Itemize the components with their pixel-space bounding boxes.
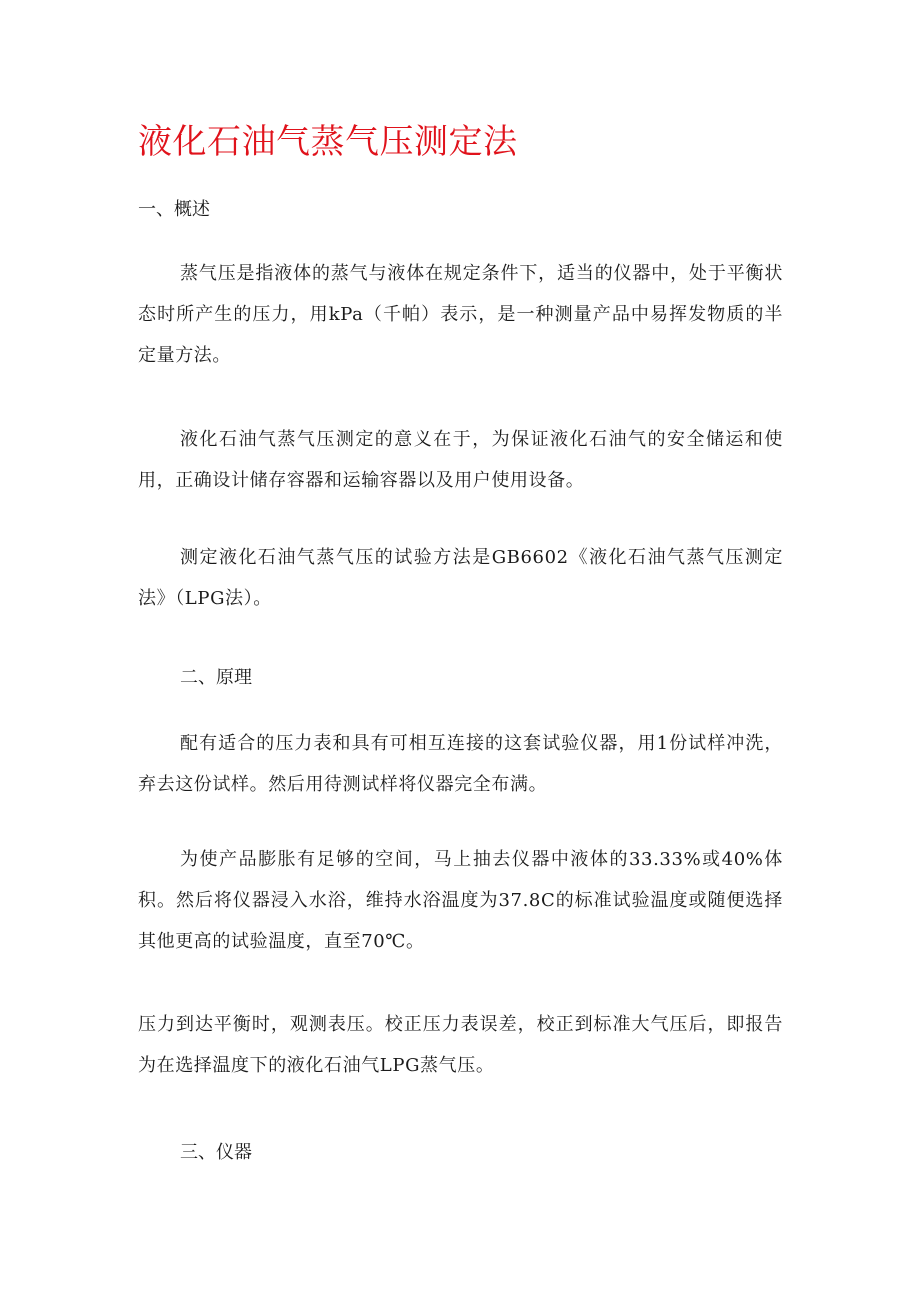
paragraph-expansion-and-bath: 为使产品膨胀有足够的空间，马上抽去仪器中液体的33.33%或40%体积。然后将仪器浸入水浴，维持水浴温度为37.8C的标准试验温度或随便选择其他更高的试验温度，直至70℃。 — [138, 849, 783, 952]
paragraph-equilibrium-reading: 压力到达平衡时，观测表压。校正压力表误差，校正到标准大气压后，即报告为在选择温度下的液化石油气LPG蒸气压。 — [138, 1014, 783, 1076]
paragraph-vapor-pressure-definition: 蒸气压是指液体的蒸气与液体在规定条件下，适当的仪器中，处于平衡状态时所产生的压力，用kPa（千帕）表示，是一种测量产品中易挥发物质的半定量方法。 — [138, 263, 783, 366]
section-heading-principle: 二、原理 — [180, 667, 252, 688]
paragraph-test-method: 测定液化石油气蒸气压的试验方法是GB6602《液化石油气蒸气压测定法》（LPG法）。 — [138, 547, 783, 609]
paragraph-measurement-significance: 液化石油气蒸气压测定的意义在于，为保证液化石油气的安全储运和使用，正确设计储存容器和运输容器以及用户使用设备。 — [138, 429, 783, 491]
section-heading-apparatus: 三、仪器 — [180, 1142, 252, 1163]
section-heading-overview: 一、概述 — [138, 199, 210, 220]
document-title: 液化石油气蒸气压测定法 — [138, 122, 518, 162]
paragraph-apparatus-flushing: 配有适合的压力表和具有可相互连接的这套试验仪器，用1份试样冲洗，弃去这份试样。然后用待测试样将仪器完全布满。 — [138, 733, 783, 795]
